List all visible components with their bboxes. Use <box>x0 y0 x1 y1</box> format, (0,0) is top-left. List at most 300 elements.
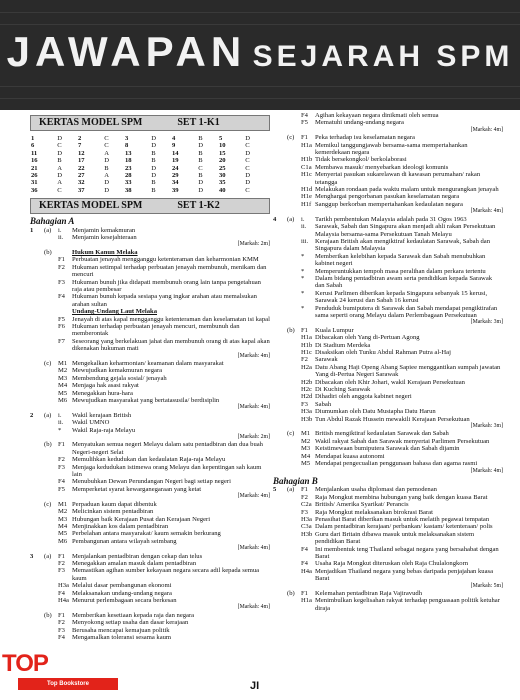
k1-banner: KERTAS MODEL SPM SET 1-K1 <box>30 115 270 131</box>
list-item-cell: H2c <box>301 386 312 394</box>
answer-letter: D <box>57 172 63 180</box>
list-item-cell: Membawa masuk/ menyebarkan ideologi komunis <box>315 163 449 171</box>
list-item-cell <box>44 316 58 323</box>
list-item-cell: F1 <box>301 590 308 597</box>
marks-label: [Markah: 4m] <box>470 467 503 474</box>
answer-letter: D <box>198 179 204 187</box>
list-item-cell: Hukuman bunuh kepada sesiapa yang ingkar arahan atau memalsukan arahan sultan <box>72 293 257 308</box>
answer-letter: B <box>198 135 203 142</box>
list-item-cell <box>273 523 287 530</box>
list-item-cell: M1 <box>58 500 68 508</box>
question-number: 29 <box>171 172 179 180</box>
marks-label: [Markah: 4m] <box>237 604 270 611</box>
list-item <box>30 464 270 479</box>
question-number: 15 <box>218 149 226 157</box>
list-item-cell: Memperuntukkan tempoh masa peralihan dalam perkara tertentu <box>315 267 486 275</box>
list-item-cell <box>287 416 301 423</box>
list-item-cell <box>273 156 287 163</box>
list-item <box>273 393 503 400</box>
list-item-cell: H3b <box>301 415 313 423</box>
list-item-cell <box>44 560 58 567</box>
list-item <box>273 334 503 341</box>
marks-label: [Markah: 4m] <box>237 493 270 500</box>
list-item-cell: M1 <box>58 359 68 367</box>
list-item-cell: Menimbulkan kegelisahan rakyat terhadap penguasaan politik ketuhar diraja <box>315 597 500 612</box>
list-item-cell: H3a <box>58 582 69 590</box>
list-item-cell <box>287 342 301 349</box>
list-item-cell: F3 <box>58 626 65 634</box>
list-item-cell: M6 <box>58 537 68 545</box>
list-item-cell <box>287 509 301 516</box>
list-item-cell <box>273 112 287 119</box>
list-item-cell: Mendapat kuasa autonomi <box>315 452 385 460</box>
list-item-cell: Peka terhadap isu keselamatan negara <box>315 134 415 142</box>
list-item-cell <box>287 453 301 460</box>
list-item-cell <box>30 360 44 367</box>
list-item-cell: Menyertai pasukan sukarelawan di kawasan perumahan/ rakan tetangga <box>315 171 481 186</box>
list-item-cell <box>287 364 301 379</box>
list-item-cell: (a) <box>44 552 52 560</box>
list-item-cell <box>287 305 301 320</box>
list-item-cell: F2 <box>58 559 65 567</box>
list-item <box>273 342 503 349</box>
list-item-cell <box>44 264 58 279</box>
list-item <box>273 119 503 126</box>
list-item-cell: Menyokong setiap usaha dan dasar kerajaan <box>72 619 189 627</box>
list-item-cell <box>44 456 58 463</box>
answer-letter: D <box>245 135 250 142</box>
right-answer-list <box>273 112 503 475</box>
answer-letter: A <box>104 149 110 157</box>
list-item-cell <box>44 375 58 382</box>
answer-letter: D <box>104 186 110 194</box>
list-item <box>273 516 503 523</box>
list-item-cell <box>273 445 287 452</box>
list-item <box>273 438 503 445</box>
list-item-cell <box>287 546 301 561</box>
marks-label: [Markah: 4m] <box>237 404 270 411</box>
list-item-cell: Diumumkan oleh Datu Mustapha Datu Harun <box>315 408 436 416</box>
list-item <box>30 478 270 485</box>
list-item-cell <box>273 223 287 238</box>
list-item <box>30 597 270 604</box>
list-item-cell: Sarawak, Sabah dan Singapura akan menjadi ahli rakan Persekutuan Malaysia bersama-sama Persekutuan Tanah Melayu <box>315 223 496 238</box>
list-item-cell: H1b <box>301 341 313 349</box>
list-item <box>273 430 503 437</box>
list-item-cell: Dalam pentadbiran kerajaan/ perbankan/ kastam/ ketenteraan/ polis <box>315 523 493 531</box>
publisher-logo <box>0 650 130 692</box>
left-answer-list <box>30 227 270 642</box>
list-item-cell <box>273 401 287 408</box>
list-item <box>273 560 503 567</box>
list-item-cell <box>287 379 301 386</box>
list-item-cell <box>273 119 287 126</box>
list-item-cell <box>30 323 44 338</box>
list-item-cell: * <box>301 252 305 260</box>
list-item-cell: H3b <box>301 530 313 538</box>
list-item <box>273 590 503 597</box>
list-item-cell: H2a <box>301 363 312 371</box>
list-item-cell: Memulihkan kedudukan dan kedaulatan Raja-raja Melayu <box>72 456 226 464</box>
question-number: 30 <box>218 172 226 180</box>
list-item-cell <box>30 612 44 619</box>
list-item-cell: Perbuatan jenayah mengganggu ketenteraman dan keharmonian KMM <box>72 256 259 264</box>
list-item-cell <box>44 279 58 294</box>
list-item-cell <box>30 293 44 308</box>
list-item-cell: F2 <box>58 456 65 464</box>
list-item-cell <box>30 279 44 294</box>
list-item-cell: ii. <box>301 223 307 231</box>
list-item <box>273 386 503 393</box>
list-item-cell: M2 <box>58 508 68 516</box>
list-item-cell <box>287 112 301 119</box>
list-item-cell <box>273 201 287 208</box>
list-item-cell <box>44 308 58 315</box>
list-item-cell: F1 <box>301 486 308 494</box>
list-item-cell <box>273 171 287 186</box>
list-item-cell <box>30 382 44 389</box>
answer-letter: B <box>151 186 156 194</box>
answer-letter: B <box>151 149 156 157</box>
list-item-cell <box>273 546 287 561</box>
list-item-cell: F4 <box>301 545 308 553</box>
answer-letter: A <box>57 179 63 187</box>
list-item-cell: * <box>58 426 62 434</box>
list-item-cell: H2d <box>301 393 313 401</box>
list-item-cell: * <box>301 304 305 312</box>
list-item-cell: Menjalankan pentadbiran dengan cekap dan telus <box>72 552 203 560</box>
list-item <box>30 367 270 374</box>
list-item-cell: H1a <box>301 141 312 149</box>
list-item-cell <box>44 486 58 493</box>
answer-letter: C <box>245 157 250 165</box>
list-item-cell: H2b <box>301 378 313 386</box>
list-item-cell: Penasihat Barat diberikan masuk untuk melatih pegawai tempatan <box>315 515 490 523</box>
question-number: 6 <box>31 142 35 150</box>
table-row <box>30 165 265 172</box>
list-item-cell <box>273 393 287 400</box>
list-item <box>273 193 503 200</box>
list-item-cell <box>44 567 58 582</box>
list-item-cell: Menubuhkan Dewan Perundangan Negeri bagi setiap negeri <box>72 478 231 486</box>
list-item-cell <box>30 619 44 626</box>
list-item-cell <box>30 567 44 582</box>
list-item-cell: Kerajaan British akan mengiktiraf kedaulatan Sarawak, Sabah dan Singapura dalam Malaysia <box>315 237 491 253</box>
list-item-cell <box>30 560 44 567</box>
answer-letter: D <box>245 172 250 180</box>
list-item-cell: Perbelahan antara masyarakat/ kaum semakin berkurang <box>72 530 221 538</box>
right-column <box>273 112 503 612</box>
list-item-cell <box>44 464 58 479</box>
list-item-cell <box>30 367 44 374</box>
list-item <box>273 494 503 501</box>
list-item-cell: M4 <box>301 452 311 460</box>
list-item-cell <box>30 530 44 537</box>
list-item <box>30 279 270 294</box>
list-item-cell: Mengamalkan toleransi sesama kaum <box>72 634 172 641</box>
list-item <box>273 305 503 320</box>
list-item-cell: i. <box>58 411 62 419</box>
list-item-cell <box>273 164 287 171</box>
answer-letter: C <box>245 186 250 194</box>
list-item-cell: Tun Abdul Razak Hussein mewakili Kerajaan Persekutuan <box>315 415 470 423</box>
list-item-cell: Hukuman bunuh jika didapati membunuh orang lain tanpa pengetahuan raja atau pembesar <box>72 278 261 293</box>
list-item <box>273 445 503 452</box>
list-item-cell <box>273 134 287 141</box>
list-item-cell: Ini membentuk teng Thailand sebagai negara yang bersahabat dengan Barat <box>315 545 499 560</box>
list-item-cell <box>273 253 287 268</box>
list-item-cell <box>58 308 72 315</box>
marks-label: [Markah: 5m] <box>470 582 503 589</box>
list-item-cell: Jenayah di atas kapal mengganggu ketenteraman dan keselamatan isi kapal <box>72 315 270 323</box>
list-item <box>30 582 270 589</box>
list-item-cell: Wakil rakyat Sabah dan Sarawak menyertai Parlimen Persekutuan <box>315 437 490 445</box>
list-item-cell: Disaksikan oleh Tunku Abdul Rahman Putra al-Haj <box>315 349 451 356</box>
list-item-cell <box>273 364 287 379</box>
list-item <box>30 538 270 545</box>
list-item-cell <box>287 334 301 341</box>
list-item <box>273 531 503 546</box>
list-item <box>273 156 503 163</box>
list-item-cell: British mengiktiraf kedaulatan Sarawak dan Sabah <box>315 430 449 438</box>
list-item <box>30 419 270 426</box>
question-number: 36 <box>31 186 38 194</box>
list-item-cell: (a) <box>287 215 295 223</box>
list-item-cell: British/ Amerika Syarikat/ Perancis <box>315 501 409 509</box>
table-row <box>30 150 265 157</box>
list-item-cell: Menegakkan amalan masuk dalam pentadbiran <box>72 559 197 567</box>
answer-letter: D <box>198 142 204 150</box>
list-item-cell <box>287 401 301 408</box>
list-item-cell <box>30 390 44 397</box>
list-item-cell <box>30 375 44 382</box>
answer-letter: D <box>198 186 204 194</box>
logo-text: TOP <box>2 650 48 677</box>
question-number: 9 <box>171 142 176 150</box>
list-item <box>30 308 270 315</box>
question-number: 31 <box>31 179 38 187</box>
question-number: 28 <box>124 172 132 180</box>
list-item-cell: Menurut perlembagaan secara berkesan <box>72 596 177 604</box>
list-item <box>273 568 503 583</box>
list-item-cell <box>44 256 58 263</box>
question-number: 32 <box>77 179 85 187</box>
answer-letter: D <box>151 164 157 172</box>
question-number: 8 <box>124 142 129 150</box>
list-item-cell: (c) <box>287 134 295 142</box>
list-item-cell: Mendapat pengecualian penggunaan bahasa dan agama rasmi <box>315 460 478 468</box>
list-item-cell: * <box>301 289 305 297</box>
list-item-cell: F1 <box>301 134 308 142</box>
question-number: 1 <box>31 135 35 142</box>
list-item-cell <box>44 538 58 545</box>
list-item-cell <box>30 441 44 456</box>
list-item-cell: Menjalankan usaha diplomasi dan pemodenan <box>315 486 437 494</box>
list-item-cell <box>287 186 301 193</box>
right-answer-list-b <box>273 486 503 612</box>
answer-letter: B <box>198 157 203 165</box>
list-item-cell: Usaha Raja Mongkut diteruskan oleh Raja Chulalongkorn <box>315 560 469 568</box>
list-item-cell <box>273 349 287 356</box>
list-item-cell: H4a <box>58 596 69 604</box>
question-number: 14 <box>171 149 179 157</box>
list-item-cell <box>273 327 287 334</box>
list-item-cell <box>287 253 301 268</box>
answer-letter: B <box>57 157 62 165</box>
list-item-cell: Melakukan rondaan pada waktu malam untuk mengurangkan jenayah <box>315 186 499 194</box>
list-item-cell: (a) <box>44 226 52 234</box>
list-item <box>30 567 270 582</box>
list-item-cell: C2a <box>301 501 312 509</box>
list-item-cell: H3a <box>301 408 312 416</box>
answer-letter: D <box>245 149 250 157</box>
list-item <box>30 316 270 323</box>
list-item-cell <box>30 338 44 353</box>
list-item-cell <box>287 356 301 363</box>
list-item <box>30 390 270 397</box>
list-item-cell <box>287 523 301 530</box>
list-item-cell: F5 <box>58 485 65 493</box>
list-item-cell: Dihadiri oleh anggota kabinet negeri <box>315 393 412 401</box>
list-item-cell: Dalam bidang pentadbiran awam serta pendidikan kepada Sarawak dan Sabah <box>315 274 493 290</box>
question-number: 19 <box>171 157 179 165</box>
list-item-cell <box>44 338 58 353</box>
list-item-cell: F1 <box>58 611 65 619</box>
list-item-cell: H3a <box>301 515 312 523</box>
list-item-cell: (c) <box>44 359 52 367</box>
list-item-cell <box>273 494 287 501</box>
list-item <box>30 249 270 256</box>
list-item <box>30 264 270 279</box>
list-item <box>273 134 503 141</box>
list-item-cell: F4 <box>58 478 65 486</box>
list-item-cell <box>30 597 44 604</box>
list-item-cell: M2 <box>58 367 68 375</box>
list-item-cell: (a) <box>44 411 52 419</box>
answer-letter: C <box>57 186 62 194</box>
list-item-cell <box>287 568 301 583</box>
marks-label: [Markah: 2m] <box>237 434 270 441</box>
marks-label: [Markah: 2m] <box>237 241 270 248</box>
list-item-cell: M5 <box>58 389 68 397</box>
list-item <box>30 360 270 367</box>
list-item-cell: 4 <box>273 215 277 223</box>
list-item-cell: (c) <box>44 500 52 508</box>
list-item <box>273 364 503 379</box>
list-item <box>30 412 270 419</box>
page-number: JI <box>250 680 260 692</box>
list-item-cell <box>287 156 301 163</box>
list-item <box>273 327 503 334</box>
list-item-cell: Kerusi Parlimen diberikan kepada Singapura sebanyak 15 kerusi, Sarawak 24 kerusi dan Sabah 16 kerusi <box>315 289 488 305</box>
list-item <box>273 379 503 386</box>
list-item-cell: Hukuman setimpal terhadap perbuatan jenayah membunuh, menikam dan mencuri <box>72 263 267 279</box>
list-item-cell: H1c <box>301 349 312 356</box>
list-item <box>273 186 503 193</box>
list-item-cell: F3 <box>301 400 308 408</box>
question-number: 33 <box>124 179 132 187</box>
list-item <box>30 234 270 241</box>
list-item-cell <box>287 275 301 290</box>
question-number: 12 <box>77 149 85 157</box>
list-item-cell: Memastikan agihan sumber kekayaan negara secara adil kepada semua kaum <box>72 567 260 582</box>
list-item-cell: F2 <box>58 619 65 627</box>
list-item <box>30 427 270 434</box>
list-item-cell <box>287 445 301 452</box>
question-number: 2 <box>77 135 82 142</box>
question-number: 25 <box>218 164 226 172</box>
list-item-cell <box>273 501 287 508</box>
list-item-cell <box>44 516 58 523</box>
list-item-cell: (b) <box>287 590 295 597</box>
list-item-cell: M2 <box>301 437 311 445</box>
list-item <box>30 560 270 567</box>
list-item <box>273 268 503 275</box>
list-item-cell: i. <box>58 226 62 234</box>
question-number: 3 <box>124 135 129 142</box>
list-item-cell <box>30 456 44 463</box>
list-item <box>273 416 503 423</box>
list-item-cell: Wakil Raja-raja Melayu <box>72 426 136 434</box>
list-item-cell <box>273 560 287 567</box>
answer-letter: B <box>198 149 203 157</box>
list-item-cell: M6 <box>58 397 68 404</box>
answer-letter: C <box>245 164 250 172</box>
list-item-cell: Raja Mongkut membina hubungan yang baik dengan kuasa Barat <box>315 493 488 501</box>
list-item-cell <box>30 478 44 485</box>
list-item-cell <box>273 590 287 597</box>
list-item <box>30 619 270 626</box>
list-item-cell <box>287 119 301 126</box>
list-item-cell: Berusaha mencapai kemajuan politik <box>72 626 170 634</box>
list-item-cell: Raja Mongkut melaksanakan birokrasi Barat <box>315 508 433 516</box>
list-item <box>273 349 503 356</box>
list-item-cell <box>44 590 58 597</box>
list-item-cell <box>287 142 301 157</box>
list-item-cell: Menghargai pengorbanan pasukan keselamatan negara <box>315 193 460 201</box>
question-number: 4 <box>171 135 176 142</box>
list-item-cell <box>58 249 72 256</box>
list-item <box>30 501 270 508</box>
list-item-cell: Guru dari Britain dibawa masuk untuk melaksanakan sistem pendidikan Barat <box>315 530 475 546</box>
list-item-cell <box>30 427 44 434</box>
list-item-cell: * <box>301 274 305 282</box>
list-item-cell <box>44 397 58 404</box>
list-item-cell <box>44 619 58 626</box>
table-row <box>30 135 265 142</box>
list-item-cell <box>273 430 287 437</box>
list-item <box>273 238 503 253</box>
list-item-cell: Menjaga hak asasi rakyat <box>72 382 139 390</box>
list-item-cell: Tarikh pembentukan Malaysia adalah pada 31 Ogos 1963 <box>315 215 467 223</box>
list-item-cell: 1 <box>30 226 34 234</box>
list-item-cell: H1c <box>301 171 312 179</box>
list-item <box>30 516 270 523</box>
list-item-cell <box>44 627 58 634</box>
list-item-cell: F4 <box>58 293 65 301</box>
list-item <box>30 323 270 338</box>
question-number: 38 <box>124 186 132 194</box>
list-item-cell: F4 <box>301 112 308 119</box>
list-item-cell <box>30 419 44 426</box>
answer-letter: A <box>57 164 63 172</box>
list-item-cell: M5 <box>58 530 68 538</box>
list-item-cell <box>30 582 44 589</box>
list-item <box>30 523 270 530</box>
list-item-cell <box>273 193 287 200</box>
list-item-cell: Tidak bersekongkol/ berkolaborasi <box>315 156 407 164</box>
question-number: 34 <box>171 179 179 187</box>
